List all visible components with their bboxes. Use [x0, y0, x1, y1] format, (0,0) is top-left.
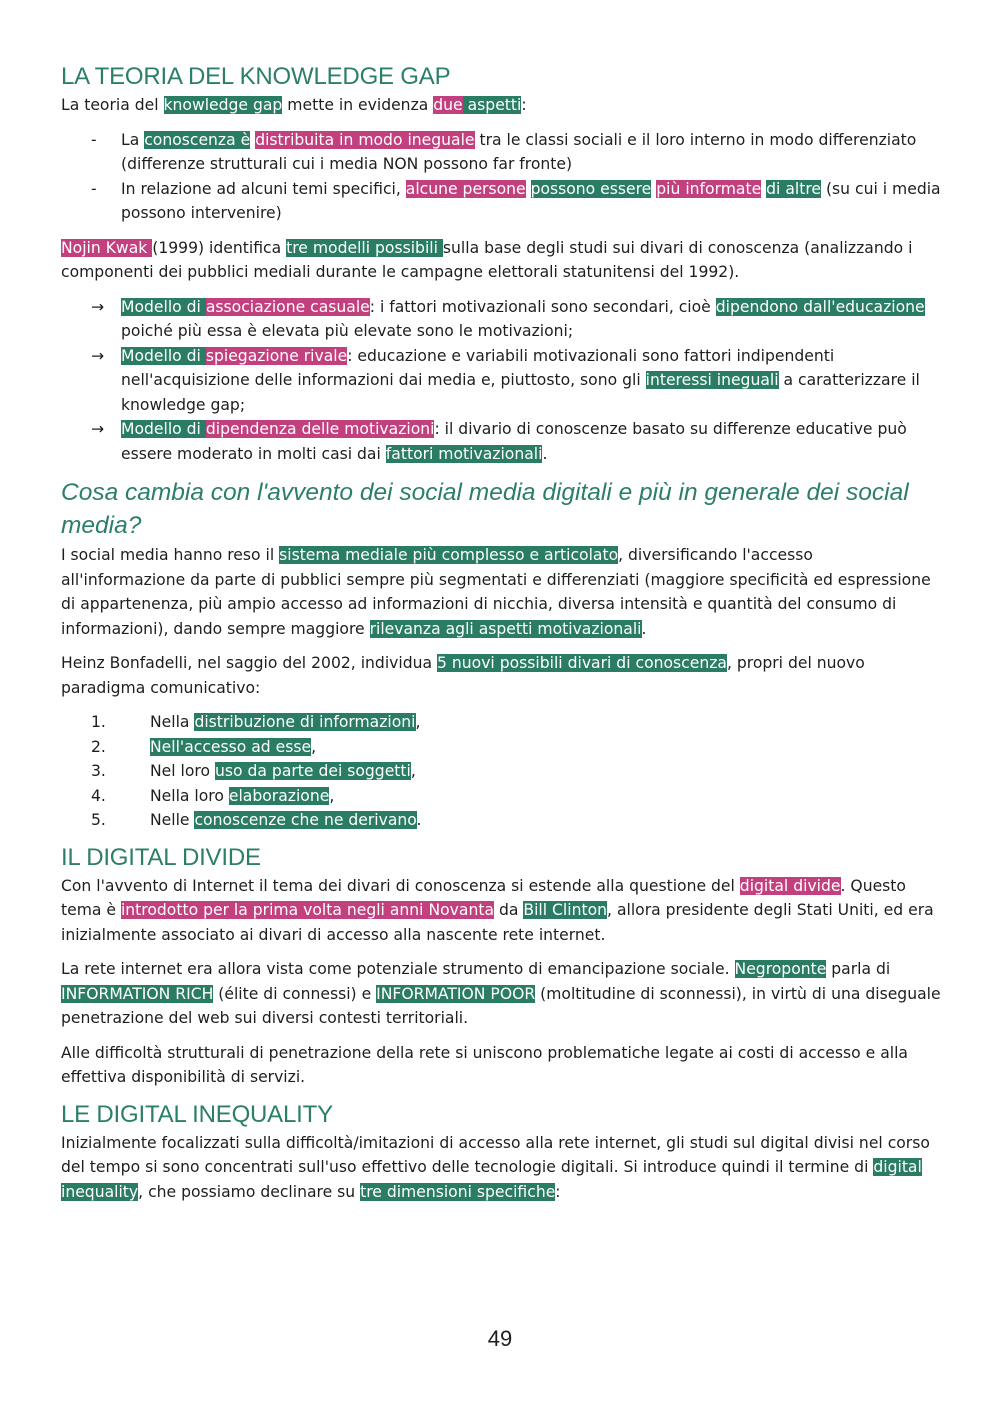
text: .	[542, 444, 548, 463]
list-item	[61, 344, 941, 418]
text: , che possiamo declinare su	[138, 1182, 361, 1201]
costs-paragraph: Alle difficoltà strutturali di penetrazione della rete si uniscono problematiche legate ai costi di accesso e alla effettiva disponibilità di servizi.	[61, 1043, 908, 1086]
section-title-digital-divide: IL DIGITAL DIVIDE	[61, 843, 261, 871]
list-number: 1.	[91, 713, 106, 731]
text: Inizialmente focalizzati sulla difficoltà/imitazioni di accesso alla rete internet, gli studi sul digital divisi nel corso del tempo si sono concentrati sull'uso effettivo delle tecnologie digitali. Si introduce quindi il termine di	[61, 1133, 930, 1176]
highlight: interessi ineguali	[645, 371, 779, 389]
kwak-paragraph	[61, 236, 941, 285]
highlight: Bill Clinton	[523, 901, 608, 919]
text: ,	[311, 737, 317, 756]
highlight: spiegazione rivale	[205, 346, 348, 365]
section-title-social-media: Cosa cambia con l'avvento dei social media digitali e più in generale dei social media?	[61, 479, 909, 539]
highlight: tre dimensioni specifiche	[360, 1182, 556, 1201]
aspects-list	[61, 128, 941, 226]
list-item	[61, 784, 941, 809]
highlight: distribuita in modo ineguale	[255, 130, 475, 149]
highlight: rilevanza agli aspetti motivazionali	[369, 619, 642, 638]
text: La	[121, 130, 145, 149]
highlight: Nell'accesso ad esse	[150, 737, 312, 756]
text: :	[555, 1182, 561, 1201]
digital-divide-paragraph	[61, 874, 941, 948]
highlight: INFORMATION RICH	[61, 984, 214, 1003]
highlight: introdotto per la prima volta negli anni Novanta	[120, 901, 495, 919]
text	[526, 180, 531, 198]
highlight: digital divide	[739, 876, 841, 895]
list-item	[61, 417, 941, 466]
list-item	[61, 759, 941, 784]
highlight: Negroponte	[734, 960, 827, 978]
highlight: distribuzione di informazioni	[194, 713, 416, 731]
text: Nel loro	[150, 762, 215, 780]
text: (moltitudine di sconnessi), in virtù di una diseguale penetrazione del web sui diversi contesti territoriali.	[61, 984, 941, 1027]
list-item	[61, 295, 941, 344]
knowledge-gap-intro	[61, 93, 941, 118]
text: Nelle	[150, 811, 195, 829]
text: mette in evidenza	[282, 96, 434, 114]
highlight: aspetti	[462, 96, 522, 114]
text: La teoria del	[61, 96, 164, 114]
text: In relazione ad alcuni temi specifici,	[121, 179, 406, 198]
text: :	[521, 96, 527, 114]
text: , allora presidente degli Stati Uniti, ed era inizialmente associato ai divari di accesso alla nascente rete internet.	[61, 901, 934, 944]
highlight: Modello di	[121, 346, 206, 365]
highlight: sistema mediale più complesso e articolato	[279, 546, 619, 564]
arrow-right-icon: →	[91, 420, 105, 438]
digital-inequality-paragraph	[61, 1131, 941, 1205]
dash-marker: -	[91, 130, 97, 149]
text: I social media hanno reso il	[61, 546, 280, 564]
social-media-paragraph	[61, 543, 941, 641]
knowledge-gaps-list	[61, 710, 941, 833]
page-number: 49	[487, 1326, 513, 1351]
text: Heinz Bonfadelli, nel saggio del 2002, individua	[61, 654, 438, 672]
text: Nella loro	[150, 786, 229, 805]
highlight: più informate	[656, 179, 762, 198]
list-item	[61, 710, 941, 735]
highlight: uso da parte dei soggetti	[215, 762, 411, 780]
text: da	[494, 901, 524, 919]
highlight: fattori motivazionali	[385, 444, 543, 463]
text: tra le classi sociali e il loro interno in modo differenziato (differenze strutturali cui i media NON possono far fronte)	[121, 130, 917, 173]
models-list	[61, 295, 941, 467]
text: La rete internet era allora vista come potenziale strumento di emancipazione sociale.	[61, 960, 735, 978]
text: , diversificando l'accesso all'informazione da parte di pubblici sempre più segmentati e differenziati (maggiore specificità ed espressione di appartenenza, più ampio accesso ad informazioni di nicchia, diversa intensità e quantità del consumo di informazioni), dando sempre maggiore	[61, 546, 931, 638]
list-number: 5.	[91, 811, 106, 829]
highlight: elaborazione	[228, 786, 330, 805]
page-content	[61, 62, 941, 1214]
highlight: Modello di	[121, 297, 206, 316]
text: (su cui i media possono intervenire)	[121, 179, 941, 222]
highlight: di altre	[766, 179, 821, 198]
text: Con l'avvento di Internet il tema dei divari di conoscenza si estende alla questione del	[61, 876, 740, 895]
text: parla di	[826, 960, 891, 978]
text: : i fattori motivazionali sono secondari, cioè	[369, 297, 716, 316]
highlight: Nojin Kwak	[61, 238, 153, 257]
highlight: due	[433, 96, 463, 114]
text: (élite di connessi) e	[213, 984, 377, 1003]
highlight: knowledge gap	[163, 96, 283, 114]
text: . Questo tema è	[61, 876, 906, 919]
list-item	[61, 177, 941, 226]
highlight: digital inequality	[61, 1158, 922, 1201]
list-item	[61, 735, 941, 760]
highlight: dipendono dall'educazione	[715, 297, 925, 316]
text: (1999) identifica	[152, 238, 287, 257]
text: .	[416, 811, 422, 829]
text: ,	[415, 713, 421, 731]
text: .	[641, 619, 647, 638]
highlight: tre modelli possibili	[286, 238, 443, 257]
text: : il divario di conoscenze basato su differenze educative può essere moderato in molti casi dai	[121, 420, 907, 463]
arrow-right-icon: →	[91, 346, 105, 365]
highlight: associazione casuale	[205, 297, 370, 316]
arrow-right-icon: →	[91, 297, 105, 316]
text: a caratterizzare il knowledge gap;	[121, 371, 920, 414]
text: ,	[410, 762, 416, 780]
text: sulla base degli studi sui divari di conoscenza (analizzando i componenti dei pubblici mediali durante le campagne elettorali statunitensi del 1992).	[61, 238, 913, 281]
highlight: alcune persone	[405, 179, 526, 198]
text: poiché più essa è elevata più elevate sono le motivazioni;	[121, 322, 574, 340]
highlight: 5 nuovi possibili divari di conoscenza	[437, 654, 727, 672]
negroponte-paragraph	[61, 957, 941, 1031]
text: , propri del nuovo paradigma comunicativo:	[61, 654, 865, 697]
dash-marker: -	[91, 179, 97, 198]
highlight: Modello di	[121, 420, 206, 438]
section-title-digital-inequality: LE DIGITAL INEQUALITY	[61, 1100, 333, 1128]
highlight: possono essere	[530, 179, 652, 198]
highlight: INFORMATION POOR	[376, 984, 536, 1003]
list-number: 3.	[91, 762, 106, 780]
list-number: 4.	[91, 786, 106, 805]
list-item	[61, 128, 941, 177]
highlight: conoscenze che ne derivano	[194, 811, 417, 829]
bonfadelli-paragraph	[61, 651, 941, 700]
list-item	[61, 808, 941, 833]
text: ,	[329, 786, 335, 805]
highlight: conoscenza è	[144, 130, 251, 149]
highlight: dipendenza delle motivazioni	[205, 420, 435, 438]
section-title-knowledge-gap: LA TEORIA DEL KNOWLEDGE GAP	[61, 63, 451, 90]
list-number: 2.	[91, 737, 106, 756]
text: Nella	[150, 713, 195, 731]
text: : educazione e variabili motivazionali sono fattori indipendenti nell'acquisizione delle informazioni dai media e, piuttosto, sono gli	[121, 346, 835, 389]
